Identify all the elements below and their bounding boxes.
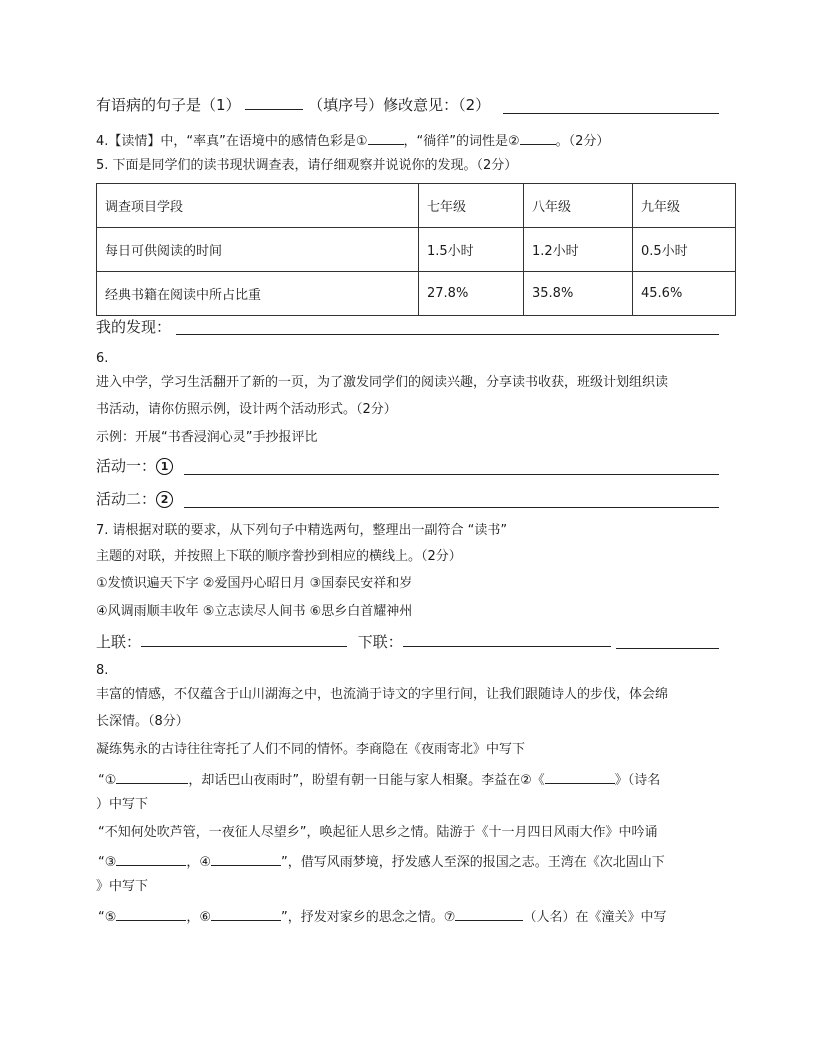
activity-one-label: 活动一： [96,457,157,475]
couplet-row [96,632,611,651]
circled-two-icon: 2 [156,491,173,508]
table-cell: 45.6% [633,272,736,316]
upper-couplet-label: 上联： [96,633,142,651]
lower-couplet-blank-extra[interactable] [616,648,719,649]
table-cell: 经典书籍在阅读中所占比重 [97,272,419,316]
lower-couplet-label: 下联： [357,633,403,651]
table-cell: 1.5小时 [419,228,524,272]
q7-options-1: ①发愤识遍天下字 ②爱国丹心昭日月 ③国泰民安祥和岁 [96,576,413,591]
q8-text-5: ）中写下 [96,797,149,812]
q8-text-2: 长深情。（8分） [96,714,189,729]
q8-text-9 [98,906,666,927]
q8-text-7 [98,851,665,872]
q8-text-6: “不知何处吹芦管，一夜征人尽望乡”，唤起征人思乡之情。陆游于《十一月四日风雨大作》中吟诵 [98,825,658,840]
poet-name-blank[interactable] [455,906,523,921]
q8-l7c: ”，借写风雨梦境，抒发感人至深的报国之志。王湾在《次北固山下 [281,855,665,870]
reading-survey-table [96,183,736,316]
q6-example: 示例：开展“书香浸润心灵”手抄报评比 [96,430,318,445]
activity-two-blank[interactable] [184,507,719,508]
q8-text-3: 凝练隽永的古诗往往寄托了人们不同的情怀。李商隐在《夜雨寄北》中写下 [96,742,526,757]
q8-l9d: （人名）在《潼关》中写 [523,910,667,925]
poem-blank-2[interactable] [545,769,615,784]
q7-text-2: 主题的对联，并按照上下联的顺序誊抄到相应的横线上。（2分） [96,549,462,564]
q7-text-1: 7. 请根据对联的要求，从下列句子中精选两句，整理出一副符合 “读书” [96,523,508,538]
q8-l4b: ，却话巴山夜雨时”，盼望有朝一日能与家人相聚。李益在②《 [188,773,545,788]
finding-label: 我的发现： [96,318,172,336]
q8-text-1: 丰富的情感，不仅蕴含于山川湖海之中，也流淌于诗文的字里行间，让我们跟随诗人的步伐，体会绵 [96,687,669,702]
table-header-cell: 调查项目学段 [97,184,419,228]
q5-title: 5. 下面是同学们的读书现状调查表，请仔细观察并说说你的发现。（2分） [96,158,518,173]
sick-sentence-label: 有语病的句子是（1） [96,96,241,114]
poem-blank-1[interactable] [116,769,188,784]
poem-blank-5[interactable] [116,906,186,921]
table-row [97,228,736,272]
q8-text-4 [98,769,660,790]
q6-text-2: 书活动，请你仿照示例，设计两个活动形式。（2分） [96,402,397,417]
activity-two-row [96,490,175,508]
upper-couplet-blank[interactable] [141,632,347,647]
table-header-cell: 九年级 [633,184,736,228]
table-cell: 每日可供阅读的时间 [97,228,419,272]
activity-one-row [96,457,175,475]
table-header-cell: 八年级 [524,184,633,228]
q4-blank-2[interactable] [520,130,556,145]
blank-revision[interactable] [503,113,719,114]
q8-l9b: ，⑥ [186,910,212,925]
lower-couplet-blank[interactable] [403,632,611,647]
blank-sentence-number[interactable] [245,95,303,110]
q4-line [96,130,609,151]
q6-text-1: 进入中学，学习生活翻开了新的一页，为了激发同学们的阅读兴趣，分享读书收获，班级计划组织读 [96,375,669,390]
table-cell: 27.8% [419,272,524,316]
q7-options-2: ④风调雨顺丰收年 ⑤立志读尽人间书 ⑥思乡白首耀神州 [96,604,413,619]
q8-l4c: 》（诗名 [614,773,661,788]
q4-text-c: 。（2分） [555,134,610,149]
q4-text-a: 4.【读情】中，“率真”在语境中的感情色彩是① [96,134,368,149]
q8-l7b: ，④ [186,855,212,870]
poem-blank-3[interactable] [116,851,186,866]
table-header-cell: 七年级 [419,184,524,228]
sick-sentence-line [96,95,490,114]
q8-text-8: 》中写下 [96,879,149,894]
table-cell: 1.2小时 [524,228,633,272]
activity-two-label: 活动二： [96,490,157,508]
q8-l9a: “⑤ [98,910,117,925]
table-row [97,272,736,316]
q6-number: 6. [96,351,109,366]
table-cell: 0.5小时 [633,228,736,272]
q8-number: 8. [96,663,109,678]
q8-l9c: ”，抒发对家乡的思念之情。⑦ [281,910,456,925]
poem-blank-6[interactable] [211,906,281,921]
revision-label: （填序号）修改意见：（2） [308,96,491,114]
q8-l4a: “① [98,773,117,788]
circled-one-icon: 1 [156,458,173,475]
finding-blank[interactable] [176,334,719,335]
q4-blank-1[interactable] [368,130,404,145]
table-cell: 35.8% [524,272,633,316]
table-header-row [97,184,736,228]
activity-one-blank[interactable] [184,474,719,475]
poem-blank-4[interactable] [211,851,281,866]
q4-text-b: ，“徜徉”的词性是② [403,134,520,149]
q8-l7a: “③ [98,855,117,870]
